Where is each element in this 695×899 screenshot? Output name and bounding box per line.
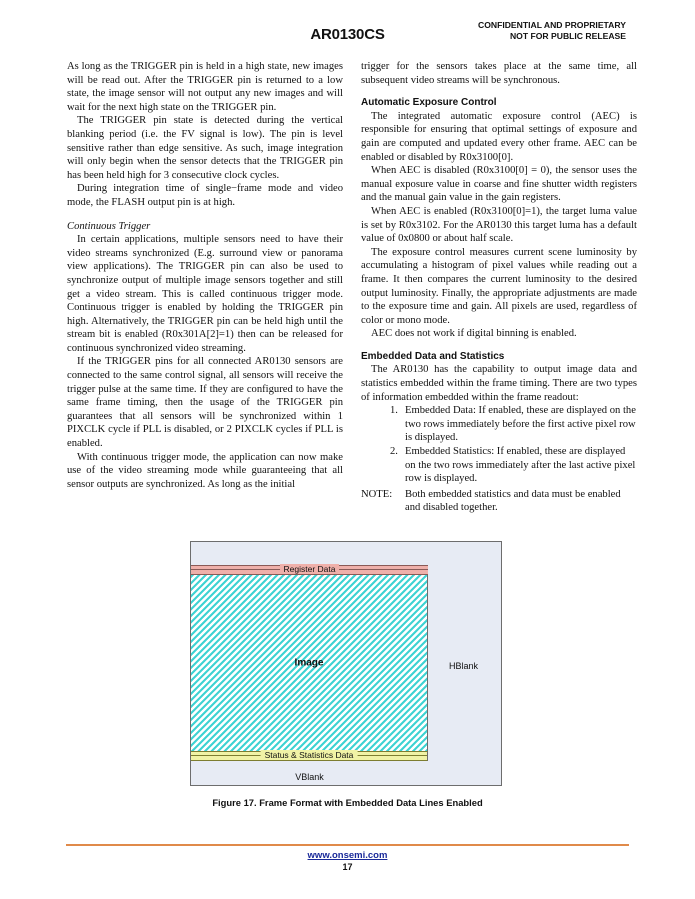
paragraph: In certain applications, multiple sensors need to have their video streams synchronized (E.g. surround view or panorama view applications). The TRIGGER pin can also be used to synchronize output of multiple image sensors together and still get a video stream. This is called continuous trigger mode. Continuous trigger is enabled by holding the TRIGGER pin high. Alternatively, the TRIGGER pin can be held high until the stream bit is enabled (R0x301A[2]=1) then can be released for continuous synchronized video streaming. <box>67 234 343 354</box>
page-number: 17 <box>342 862 353 872</box>
note-label: NOTE: <box>361 488 393 500</box>
hblank-label: HBlank <box>449 661 479 671</box>
register-data-band <box>191 565 428 575</box>
frame-format-diagram <box>190 541 502 786</box>
document-title: AR0130CS <box>310 26 385 43</box>
status-statistics-label: Status & Statistics Data <box>261 750 358 760</box>
register-data-label: Register Data <box>280 564 340 574</box>
paragraph: During integration time of single−frame mode and video mode, the FLASH output pin is at high. <box>67 183 343 208</box>
note-text: Both embedded statistics and data must be enabled and disabled together. <box>405 488 621 514</box>
list-item: 1. Embedded Data: If enabled, these are displayed on the two rows immediately before the first active pixel row is displayed. <box>390 405 636 444</box>
paragraph: If the TRIGGER pins for all connected AR0130 sensors are connected to the same control signal, all sensors will receive the trigger pulse at the same time. If they are configured to have the same frame timing, then the usage of the TRIGGER pin guarantees that all sensors will be synchronized within 1 PIXCLK cycle if PLL is disabled, or 2 PIXCLK cycles if PLL is enabled. <box>67 356 343 450</box>
left-column <box>67 60 343 491</box>
confidential-line-1: CONFIDENTIAL AND PROPRIETARY <box>477 20 626 30</box>
paragraph: As long as the TRIGGER pin is held in a high state, new images will be read out. After the TRIGGER pin is returned to a low state, the image sensor will not output any new images and will wait for the next high state on the TRIGGER pin. <box>67 61 343 113</box>
paragraph: With continuous trigger mode, the application can now make use of the video streaming mode while guaranteeing that all sensor outputs are synchronized. As long as the initial <box>67 451 343 490</box>
vblank-label: VBlank <box>295 772 324 782</box>
note <box>361 488 637 515</box>
paragraph: When AEC is disabled (R0x3100[0] = 0), the sensor uses the manual exposure value in coarse and fine shutter width registers and the manual gain value in the gain registers. <box>361 165 637 204</box>
section-heading-embedded-data: Embedded Data and Statistics <box>361 350 505 362</box>
status-statistics-band <box>191 751 428 761</box>
image-region <box>191 575 428 751</box>
paragraph: When AEC is enabled (R0x3100[0]=1), the target luma value is set by R0x3102. For the AR0130 this target luma has a default value of 0x0800 or about half scale. <box>361 205 637 245</box>
right-column <box>361 60 637 515</box>
subheading-continuous-trigger: Continuous Trigger <box>67 220 151 232</box>
paragraph: trigger for the sensors takes place at the same time, all subsequent video streams will be synchronous. <box>361 61 637 86</box>
section-heading-aec: Automatic Exposure Control <box>361 97 497 109</box>
confidential-notice <box>478 20 626 42</box>
paragraph: The TRIGGER pin state is detected during the vertical blanking period (i.e. the FV signal is low). The pin is level sensitive rather than edge sensitive. As such, image integration will only begin when the sensor detects that the TRIGGER pin has been held high for 3 consecutive clock cycles. <box>67 115 343 181</box>
figure-caption: Figure 17. Frame Format with Embedded Data Lines Enabled <box>212 797 483 808</box>
footer-divider <box>66 844 629 846</box>
paragraph: The AR0130 has the capability to output image data and statistics embedded within the frame timing. There are two types of information embedded within the frame readout: <box>361 364 637 403</box>
confidential-line-2: NOT FOR PUBLIC RELEASE <box>509 31 626 41</box>
numbered-list <box>361 404 637 486</box>
paragraph: The integrated automatic exposure control (AEC) is responsible for ensuring that optimal settings of exposure and gain are computed and updated every other frame. AEC can be enabled or disabled by R0x3100[0]. <box>361 110 637 163</box>
website-link[interactable]: www.onsemi.com <box>307 850 388 861</box>
paragraph: AEC does not work if digital binning is enabled. <box>371 328 577 340</box>
paragraph: The exposure control measures current scene luminosity by accumulating a histogram of pixel values while reading out a frame. It then compares the current luminosity to the desired output luminosity. Finally, the appropriate adjustments are made to the exposure time and gain. All pixels are used, regardless of color or mono mode. <box>361 246 637 326</box>
image-label: Image <box>294 657 324 669</box>
list-item: 2. Embedded Statistics: If enabled, these are displayed on the two rows immediately after the last active pixel row is displayed. <box>390 446 636 485</box>
